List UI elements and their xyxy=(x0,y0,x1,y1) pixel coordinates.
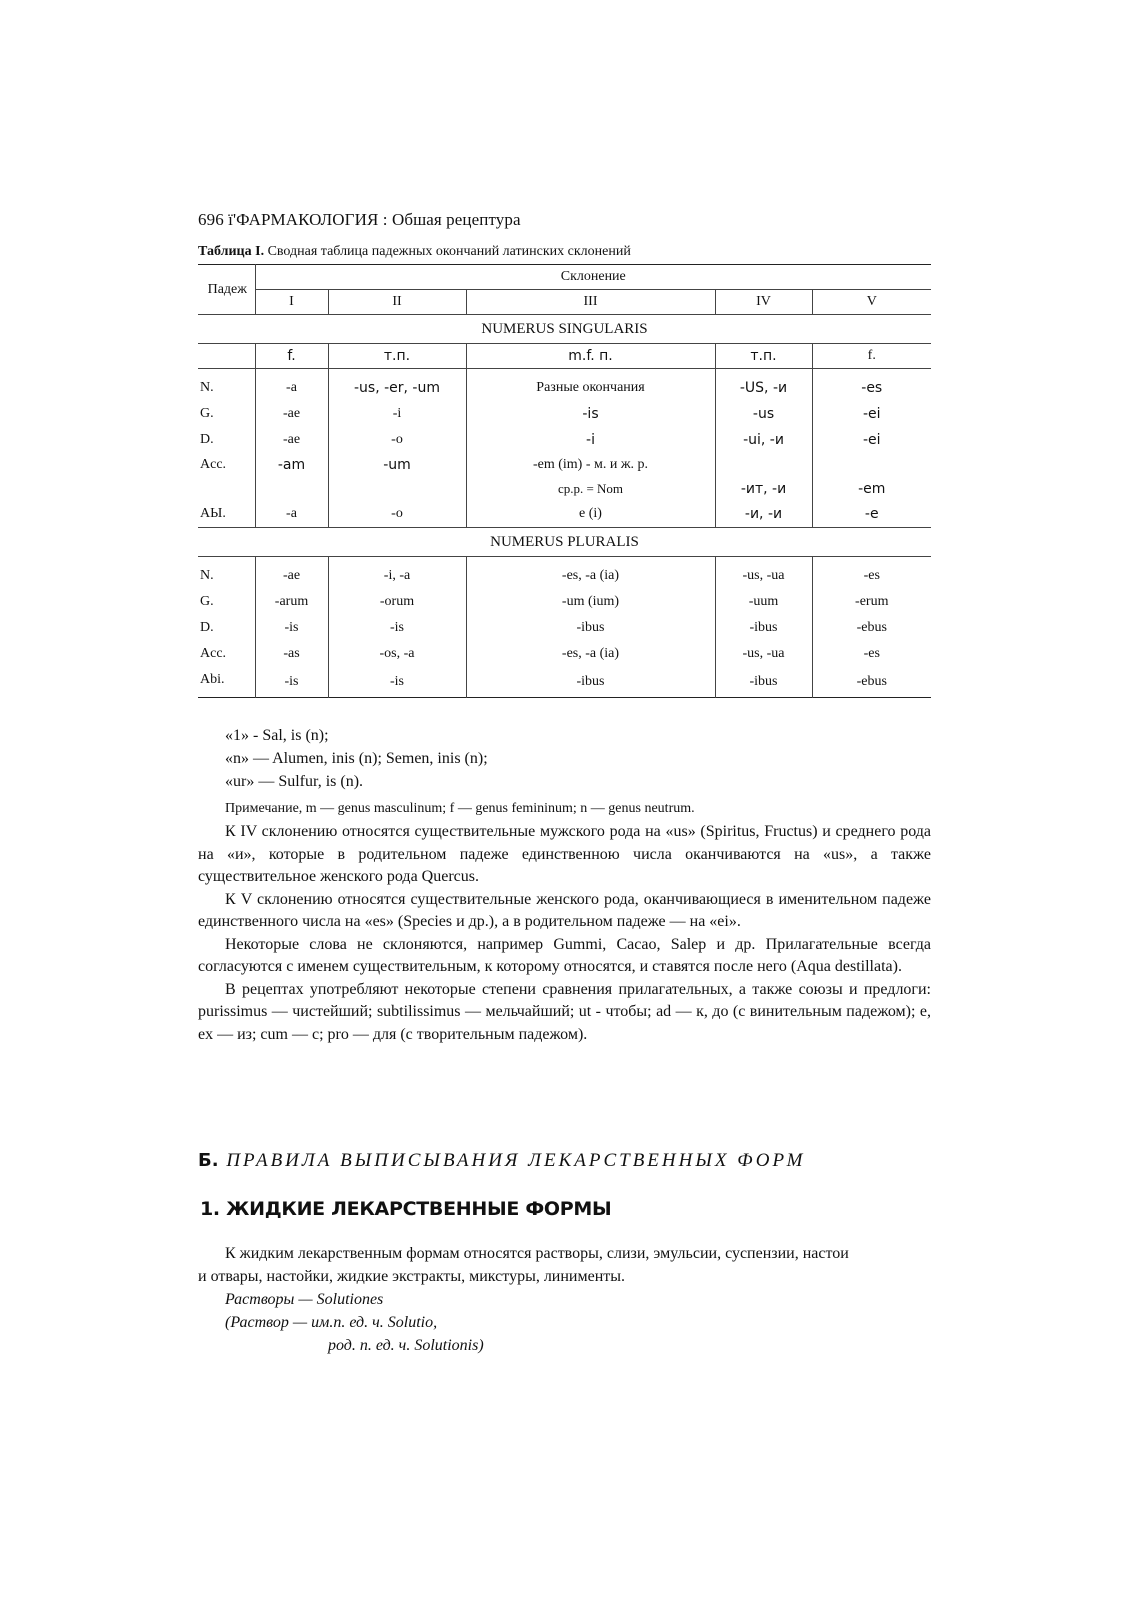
decl-col: I xyxy=(255,290,328,315)
table-cell: -ui, -и xyxy=(715,427,812,453)
table-row xyxy=(198,501,931,528)
table-cell: -is xyxy=(255,615,328,641)
table-cell: -us, -ua xyxy=(715,641,812,667)
table-row xyxy=(198,369,931,402)
decl-col: III xyxy=(466,290,715,315)
table-cell: -us, -ua xyxy=(715,557,812,590)
table-cell: -am xyxy=(255,453,328,477)
table-caption-label: Таблица I. xyxy=(198,244,265,259)
section-b-heading xyxy=(198,1150,805,1172)
section-b-title: ПРАВИЛА ВЫПИСЫВАНИЯ ЛЕКАРСТВЕННЫХ ФОРМ xyxy=(218,1150,806,1171)
table-cell: -em (im) - м. и ж. р. xyxy=(466,453,715,477)
table-cell: -orum xyxy=(328,589,466,615)
case-label: G. xyxy=(200,594,214,609)
gender-cell: f. xyxy=(812,344,931,369)
table-cell: -o xyxy=(328,501,466,528)
table-cell: -um xyxy=(328,453,466,477)
table-cell: -es xyxy=(812,557,931,590)
section-1-heading: 1. ЖИДКИЕ ЛЕКАРСТВЕННЫЕ ФОРМЫ xyxy=(200,1198,612,1220)
example-line: «1» - Sal, is (n); xyxy=(225,727,329,744)
table-row xyxy=(198,641,931,667)
example-line: «ur» — Sulfur, is (n). xyxy=(225,773,364,790)
head-case: Падеж xyxy=(198,265,255,315)
table-cell: -ei xyxy=(812,427,931,453)
case-label: АЫ. xyxy=(198,501,255,528)
decl-col: II xyxy=(328,290,466,315)
case-label: Acc. xyxy=(200,646,227,661)
table-cell: -a xyxy=(255,369,328,402)
page-body xyxy=(198,210,931,1046)
gender-note: Примечание, m — genus masculinum; f — genus femininum; n — genus neutrum. xyxy=(225,801,695,816)
table-cell: -ae xyxy=(255,401,328,427)
table-cell: -i, -a xyxy=(328,557,466,590)
table-row xyxy=(198,589,931,615)
table-row xyxy=(198,453,931,477)
paragraph: В рецептах употребляют некоторые степени сравнения прилагательных, а также союзы и предлоги: purissimus — чистейший; subtilissimus — мельчайший; ut - чтобы; ad — к, до (с винительным падежом); е, ex — из; cum — с; pro — для (с творительным падежом). xyxy=(198,980,931,1043)
table-cell: -ibus xyxy=(715,615,812,641)
section-b-letter: Б. xyxy=(198,1150,219,1171)
gender-cell: т.п. xyxy=(715,344,812,369)
decl-col: V xyxy=(812,290,931,315)
case-label: N. xyxy=(200,380,214,395)
table-cell: -ei xyxy=(812,401,931,427)
table-cell: e (i) xyxy=(466,501,715,528)
table-cell: -es xyxy=(812,641,931,667)
table-cell: -ibus xyxy=(715,667,812,698)
table-cell xyxy=(812,453,931,477)
case-label: D. xyxy=(200,620,214,635)
table-cell: -is xyxy=(466,401,715,427)
table-cell: ср.р. = Nom xyxy=(466,477,715,501)
table-cell: -o xyxy=(328,427,466,453)
table-row xyxy=(198,667,931,698)
table-cell xyxy=(255,477,328,501)
plural-title: NUMERUS PLURALIS xyxy=(198,528,931,557)
decl-col: IV xyxy=(715,290,812,315)
gender-cell: f. xyxy=(255,344,328,369)
table-cell: -ibus xyxy=(466,615,715,641)
case-label: Acc. xyxy=(200,457,227,472)
table-row xyxy=(198,477,931,501)
table-caption-text: Сводная таблица падежных окончаний латинских склонений xyxy=(264,244,631,259)
table-cell: -e xyxy=(812,501,931,528)
table-row xyxy=(198,615,931,641)
table-cell: -os, -a xyxy=(328,641,466,667)
running-header: 696 ї'ФАРМАКОЛОГИЯ : Обшая рецептура xyxy=(198,210,521,229)
table-cell: -ebus xyxy=(812,667,931,698)
table-cell: -es, -a (ia) xyxy=(466,557,715,590)
table-cell: -ibus xyxy=(466,667,715,698)
gender-cell: т.п. xyxy=(328,344,466,369)
table-cell: -us xyxy=(715,401,812,427)
paragraph: К V склонению относятся существительные женского рода, оканчивающиеся в именительном падеже единственного числа на «es» (Species и др.), а в родительном падеже — на «ei». xyxy=(198,890,931,930)
table-cell: -um (ium) xyxy=(466,589,715,615)
case-label: Abi. xyxy=(200,672,225,687)
solution-nom-line: (Раствор — им.п. ед. ч. Solutio, xyxy=(225,1314,438,1331)
table-cell: -is xyxy=(328,615,466,641)
case-label: D. xyxy=(200,432,214,447)
table-cell xyxy=(328,477,466,501)
table-cell: -i xyxy=(328,401,466,427)
table-cell: -is xyxy=(255,667,328,698)
solutions-line: Растворы — Solutiones xyxy=(225,1291,384,1308)
table-cell: -as xyxy=(255,641,328,667)
table-cell: -и, -и xyxy=(715,501,812,528)
table-cell: Разные окончания xyxy=(466,369,715,402)
table-cell: -arum xyxy=(255,589,328,615)
table-row xyxy=(198,427,931,453)
paragraph: Некоторые слова не склоняются, например Gummi, Cacao, Salep и др. Прилагательные всегда согласуются с именем существительным, к которому относятся, и ставятся после него (Aqua destillata). xyxy=(198,935,931,975)
table-cell: -i xyxy=(466,427,715,453)
table-cell: -es, -a (ia) xyxy=(466,641,715,667)
table-row xyxy=(198,401,931,427)
case-label: N. xyxy=(200,568,214,583)
case-label xyxy=(198,477,255,501)
declension-table xyxy=(198,264,931,698)
solution-gen-line: род. п. ед. ч. Solutionis) xyxy=(328,1337,484,1354)
example-line: «n» — Alumen, inis (n); Semen, inis (n); xyxy=(225,750,488,767)
case-label: G. xyxy=(200,406,214,421)
gender-cell: m.f. п. xyxy=(466,344,715,369)
table-cell xyxy=(715,453,812,477)
table-cell: -a xyxy=(255,501,328,528)
table-cell: -uum xyxy=(715,589,812,615)
table-caption xyxy=(198,244,931,260)
table-row xyxy=(198,557,931,590)
table-cell: -em xyxy=(812,477,931,501)
paragraph: К IV склонению относятся существительные мужского рода на «us» (Spiritus, Fructus) и среднего рода на «и», которые в родительном падеже единственною числа оканчиваются на «us», а также существительное женского рода Quercus. xyxy=(198,823,931,885)
table-cell: -us, -er, -um xyxy=(328,369,466,402)
table-cell: -erum xyxy=(812,589,931,615)
table-cell: -is xyxy=(328,667,466,698)
table-cell: -US, -и xyxy=(715,369,812,402)
examples-block xyxy=(198,724,931,793)
table-cell: -es xyxy=(812,369,931,402)
table-cell: -ит, -и xyxy=(715,477,812,501)
head-declension: Склонение xyxy=(255,265,931,290)
liquid-forms-block xyxy=(198,1242,858,1357)
singular-title: NUMERUS SINGULARIS xyxy=(198,315,931,344)
liquid-intro: К жидким лекарственным формам относятся растворы, слизи, эмульсии, суспензии, настои и отвары, настойки, жидкие экстракты, микстуры, линименты. xyxy=(198,1245,849,1285)
table-cell: -ae xyxy=(255,427,328,453)
table-cell: -ebus xyxy=(812,615,931,641)
table-cell: -ae xyxy=(255,557,328,590)
